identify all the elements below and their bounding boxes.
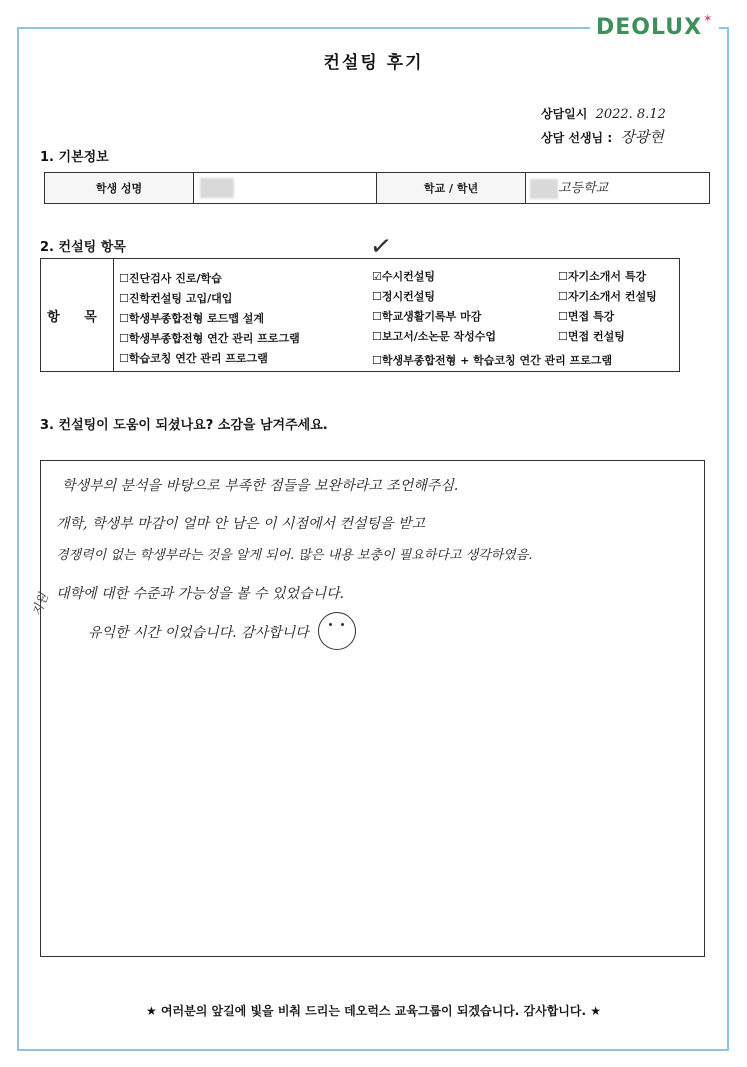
item-jeongsi: ☐정시컨설팅 bbox=[372, 290, 435, 303]
section-review-heading: 3. 컨설팅이 도움이 되셨나요? 소감을 남겨주세요. bbox=[40, 418, 328, 433]
teacher-label: 상담 선생님 : bbox=[541, 131, 613, 145]
review-box bbox=[40, 460, 705, 957]
review-line-5: 유익한 시간 이었습니다. 감사합니다 bbox=[88, 625, 309, 641]
name-value bbox=[194, 173, 377, 204]
item-diagnostic: ☐진단검사 진로/학습 bbox=[119, 272, 222, 285]
logo-text: DEOLUX bbox=[596, 14, 703, 40]
item-susi: ☑수시컨설팅 bbox=[372, 270, 435, 283]
section-items-heading: 2. 컨설팅 항목 bbox=[40, 240, 126, 255]
basic-info-table bbox=[44, 172, 710, 204]
review-side-note: 지원 bbox=[29, 591, 51, 618]
smiley-face-icon bbox=[318, 612, 356, 650]
item-report-class: ☐보고서/소논문 작성수업 bbox=[372, 330, 496, 343]
item-interview-lecture: ☐면접 특강 bbox=[558, 310, 615, 323]
consult-teacher bbox=[541, 126, 664, 147]
teacher-value: 장광현 bbox=[620, 128, 664, 146]
section-basic-info-heading: 1. 기본정보 bbox=[40, 150, 109, 165]
review-line-3: 경쟁력이 없는 학생부라는 것을 알게 되어. 많은 내용 보충이 필요하다고 생각하였음. bbox=[56, 548, 533, 563]
review-line-2: 개학, 학생부 마감이 얼마 안 남은 이 시점에서 컨설팅을 받고 bbox=[56, 516, 426, 532]
school-value: 고등학교 bbox=[558, 181, 609, 196]
item-essay-lecture: ☐자기소개서 특강 bbox=[558, 270, 647, 283]
review-line-1: 학생부의 분석을 바탕으로 부족한 점들을 보완하라고 조언해주심. bbox=[62, 478, 459, 494]
brand-logo bbox=[590, 12, 719, 42]
school-label: 학교 / 학년 bbox=[377, 173, 526, 204]
star-icon: ✶ bbox=[703, 11, 714, 25]
school-cell bbox=[526, 173, 710, 204]
consult-date bbox=[541, 105, 666, 122]
item-essay-consulting: ☐자기소개서 컨설팅 bbox=[558, 290, 657, 303]
date-value: 2022. 8.12 bbox=[595, 107, 666, 122]
redacted-block bbox=[530, 179, 558, 199]
consulting-items-table bbox=[40, 258, 680, 372]
item-annual-program: ☐학생부종합전형 연간 관리 프로그램 bbox=[119, 332, 300, 345]
item-combined-program: ☐학생부종합전형 + 학습코칭 연간 관리 프로그램 bbox=[372, 354, 613, 367]
name-label: 학생 성명 bbox=[45, 173, 194, 204]
checkmark-icon: ✓ bbox=[368, 230, 394, 264]
footer-message: ★ 여러분의 앞길에 빛을 비춰 드리는 데오럭스 교육그룹이 되겠습니다. 감사합니다. ★ bbox=[146, 1004, 601, 1018]
item-record-closing: ☐학교생활기록부 마감 bbox=[372, 310, 482, 323]
date-label: 상담일시 bbox=[541, 107, 588, 121]
review-line-4: 대학에 대한 수준과 가능성을 볼 수 있었습니다. bbox=[56, 586, 345, 602]
item-roadmap: ☐학생부종합전형 로드맵 설계 bbox=[119, 312, 265, 325]
item-admission: ☐진학컨설팅 고입/대입 bbox=[119, 292, 233, 305]
item-study-coaching: ☐학습코칭 연간 관리 프로그램 bbox=[119, 352, 268, 365]
redacted-block bbox=[200, 178, 234, 198]
item-interview-consulting: ☐면접 컨설팅 bbox=[558, 330, 625, 343]
items-head: 항 목 bbox=[41, 259, 114, 371]
page-title: 컨설팅 후기 bbox=[323, 53, 424, 73]
